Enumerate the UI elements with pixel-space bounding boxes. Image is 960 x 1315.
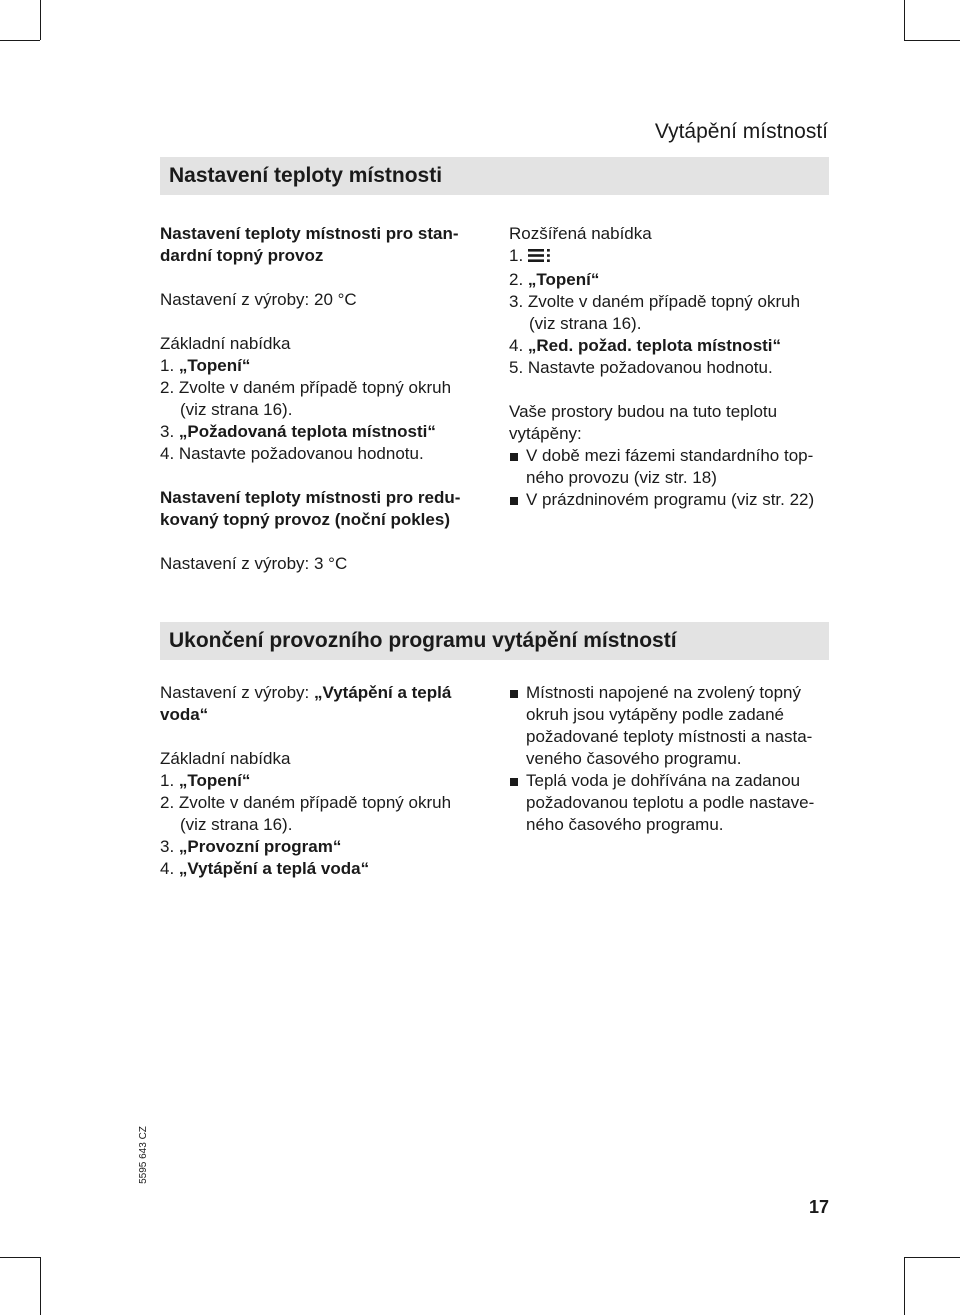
standard-factory-setting: Nastavení z výroby: 20 °C <box>160 290 357 309</box>
step-5-extended: 5. Nastavte požadovanou hodnotu. <box>509 358 773 377</box>
document-code: 5595 643 CZ <box>138 1126 149 1184</box>
page-header-title: Vytápění místností <box>654 120 828 143</box>
step-2: 2. Zvolte v daném případě topný okruh <box>160 378 452 397</box>
section-title-room-temperature: Nastavení teploty místnosti <box>160 157 829 195</box>
heating-note-intro: Vaše prostory budou na tuto teplotu vytápěny: <box>509 402 778 443</box>
reduced-temp-heading: Nastavení teploty místnosti pro redu- kovaný topný provoz (noční pokles) <box>160 488 461 529</box>
step-2-continued: (viz strana 16). <box>180 815 293 834</box>
step-3-extended-continued: (viz strana 16). <box>529 314 642 333</box>
heating-note-bullet: V době mezi fázemi standardního top- ného provozu (viz str. 18) <box>509 445 831 489</box>
extended-menu-label: Rozšířená nabídka <box>509 224 652 243</box>
step-2-continued: (viz strana 16). <box>180 400 293 419</box>
section2-left-column <box>160 682 490 880</box>
program-factory-setting: Nastavení z výroby: „Vytápění a teplá voda“ <box>160 683 452 724</box>
step-2-extended: 2. „Topení“ <box>509 270 600 289</box>
step-3-extended: 3. Zvolte v daném případě topný okruh <box>509 292 801 311</box>
basic-menu-label: Základní nabídka <box>160 749 291 768</box>
reduced-factory-setting: Nastavení z výroby: 3 °C <box>160 554 348 573</box>
section1-left-column <box>160 223 490 575</box>
step-2: 2. Zvolte v daném případě topný okruh <box>160 793 452 812</box>
standard-temp-heading: Nastavení teploty místnosti pro stan- dardní topný provoz <box>160 224 459 265</box>
program-note-bullet: Místnosti napojené na zvolený topný okruh jsou vytápěny podle zadané požadované teploty místnosti a nasta- veného časového programu. <box>509 682 831 770</box>
step-1: 1. „Topení“ <box>160 356 251 375</box>
step-4: 4. „Vytápění a teplá voda“ <box>160 859 370 878</box>
section-title-end-program: Ukončení provozního programu vytápění místností <box>160 622 829 660</box>
page-number: 17 <box>808 1197 829 1217</box>
heating-note-bullet: V prázdninovém programu (viz str. 22) <box>509 489 831 511</box>
step-3: 3. „Požadovaná teplota místnosti“ <box>160 422 436 441</box>
step-1-extended: 1. <box>509 245 831 269</box>
program-note-bullet: Teplá voda je dohřívána na zadanou požadovanou teplotu a podle nastave- ného časového programu. <box>509 770 831 836</box>
basic-menu-label: Základní nabídka <box>160 334 291 353</box>
section2-right-column <box>509 682 831 836</box>
step-1: 1. „Topení“ <box>160 771 251 790</box>
section1-right-column <box>509 223 831 511</box>
step-4: 4. Nastavte požadovanou hodnotu. <box>160 444 424 463</box>
step-4-extended: 4. „Red. požad. teplota místnosti“ <box>509 336 782 355</box>
extended-menu-icon <box>528 247 552 269</box>
step-3: 3. „Provozní program“ <box>160 837 342 856</box>
